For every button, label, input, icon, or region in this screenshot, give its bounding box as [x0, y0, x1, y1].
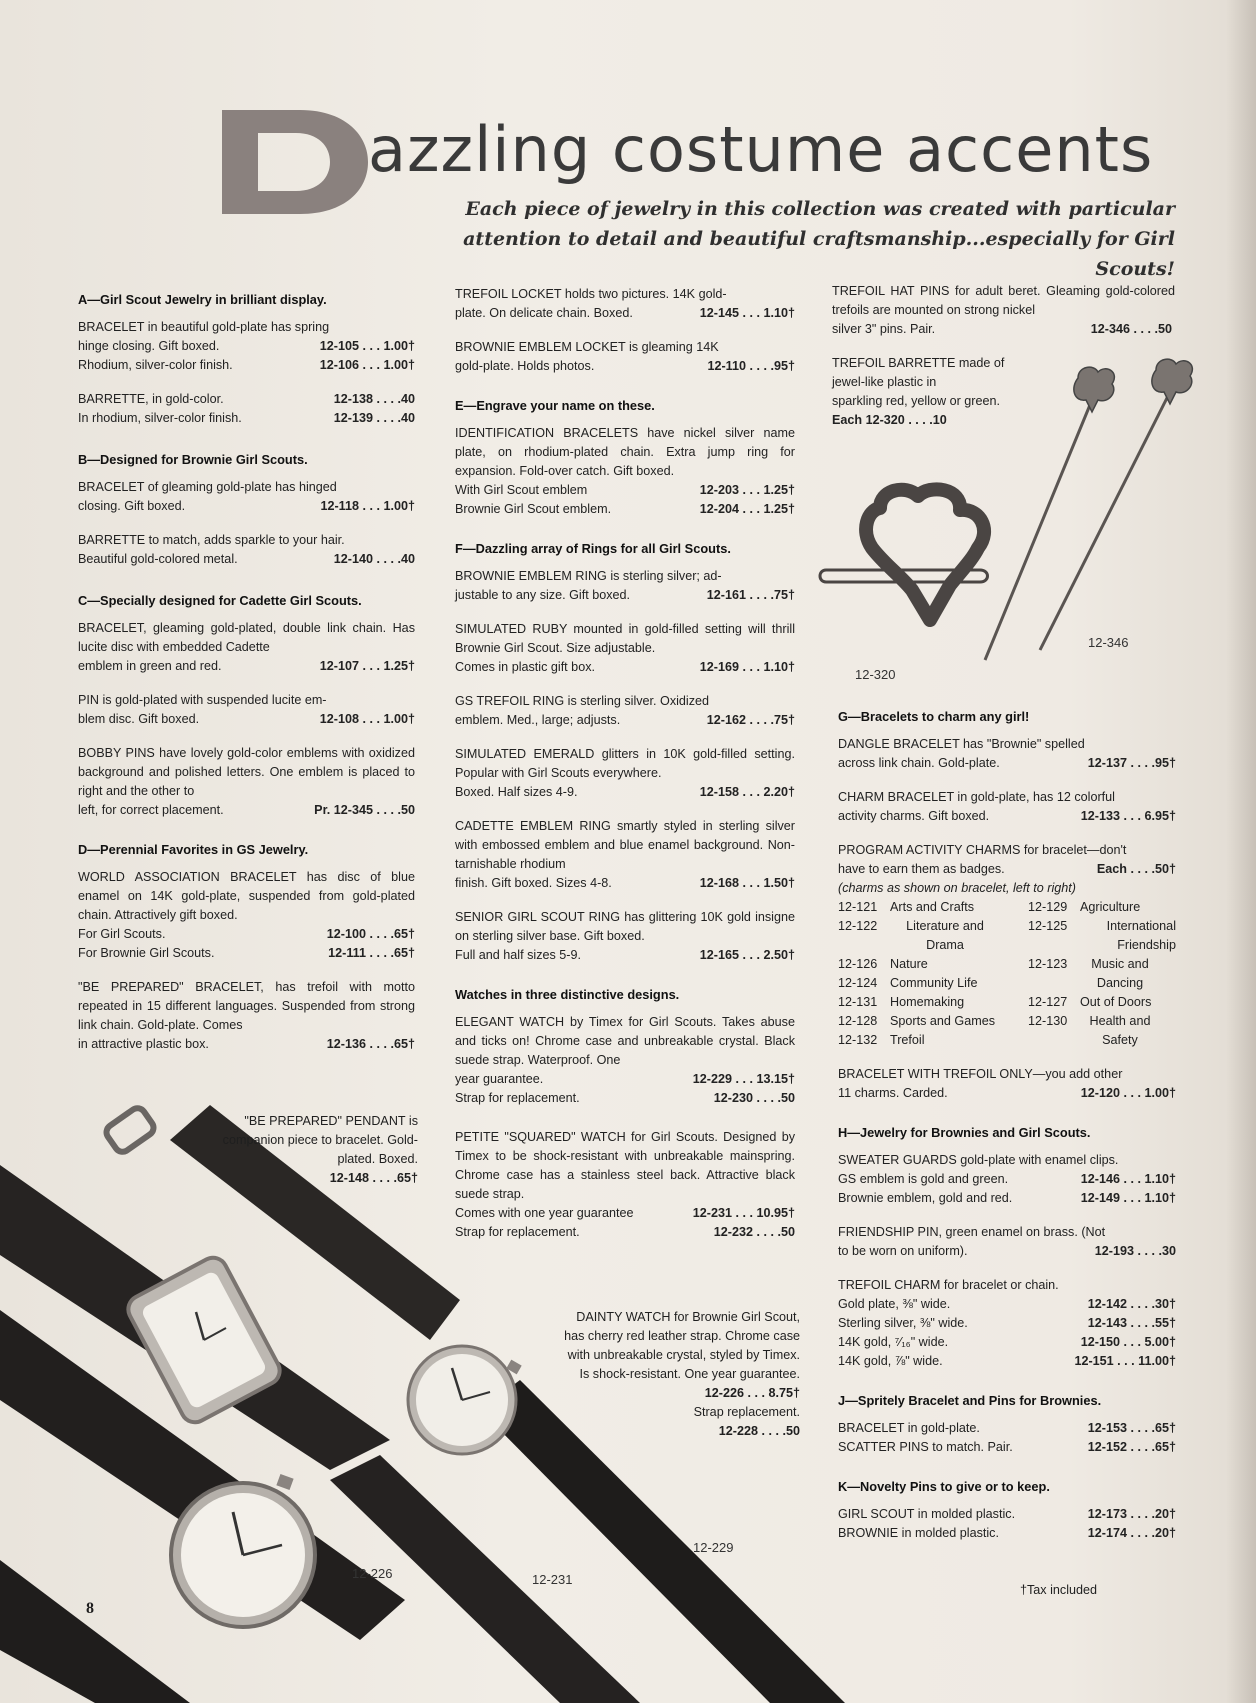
- item-g-dangle: [838, 735, 1176, 773]
- item-name: GIRL SCOUT in molded plastic.: [838, 1507, 1016, 1521]
- item-price: 12-162 . . . .75†: [706, 713, 795, 727]
- item-name: Gold plate, ⅜" wide.: [838, 1297, 951, 1311]
- price-row: [455, 586, 795, 605]
- item-price: 12-226 . . . 8.75†: [704, 1386, 800, 1400]
- item-desc: "BE PREPARED" PENDANT is companion piece to bracelet. Gold-plated. Boxed.: [222, 1114, 418, 1166]
- price-row: [838, 1189, 1176, 1208]
- charm-name: Health and Safety: [1089, 1014, 1151, 1047]
- list-item: [838, 1012, 1028, 1031]
- item-trefoil-barrette: [832, 354, 1047, 430]
- list-item: [838, 974, 1028, 993]
- item-price: Pr. 12-345 . . . .50: [314, 803, 415, 817]
- charm-code: 12-121: [838, 900, 878, 914]
- item-desc: jewel-like plastic in: [832, 375, 937, 389]
- item-name: activity charms. Gift boxed.: [838, 809, 990, 823]
- item-h-trefoil-charm: [838, 1276, 1176, 1371]
- item-desc: "BE PREPARED" BRACELET, has trefoil with motto repeated in 15 different languages. Suspended from strong link chain. Gold-plate. Comes: [78, 980, 415, 1032]
- item-name: have to earn them as badges.: [838, 862, 1005, 876]
- section-watches-heading: Watches in three distinctive designs.: [455, 987, 680, 1002]
- price-row: [455, 500, 795, 519]
- item-name: Full and half sizes 5-9.: [455, 948, 581, 962]
- item-price: 12-152 . . . .65†: [1087, 1440, 1176, 1454]
- item-d-prepared-bracelet: [78, 978, 415, 1054]
- item-price: 12-111 . . . .65†: [328, 946, 415, 960]
- item-name: silver 3" pins. Pair.: [832, 322, 936, 336]
- item-f-emerald: [455, 745, 795, 802]
- charm-code: 12-123: [1028, 957, 1068, 971]
- section-g-heading: G—Bracelets to charm any girl!: [838, 709, 1030, 724]
- item-desc: WORLD ASSOCIATION BRACELET has disc of blue enamel on 14K gold-plate, suspended from gold-plated chain. Attractively gift boxed.: [78, 870, 415, 922]
- item-name: BROWNIE in molded plastic.: [838, 1526, 999, 1540]
- item-desc: CHARM BRACELET in gold-plate, has 12 colorful: [838, 790, 1115, 804]
- caption-watch-226: 12-226: [352, 1566, 393, 1581]
- item-price: 12-204 . . . 1.25†: [699, 502, 795, 516]
- charm-name: Nature: [890, 957, 928, 971]
- list-item: [838, 917, 1028, 955]
- item-price: 12-229 . . . 13.15†: [692, 1072, 795, 1086]
- charm-code: 12-128: [838, 1014, 878, 1028]
- price-row: [455, 1223, 795, 1242]
- charm-name: Sports and Games: [890, 1014, 995, 1028]
- price-row: [78, 710, 415, 729]
- item-f-brownie-ring: [455, 567, 795, 605]
- item-c-pin: [78, 691, 415, 729]
- item-price: 12-228 . . . .50: [718, 1424, 800, 1438]
- item-desc: ELEGANT WATCH by Timex for Girl Scouts. Takes abuse and ticks on! Chrome case and unbreakable crystal. Black suede strap. Waterproof. One: [455, 1015, 795, 1067]
- buckle-icon: [103, 1105, 156, 1155]
- price-row: [455, 304, 795, 323]
- charm-code: 12-127: [1028, 995, 1068, 1009]
- item-price: 12-136 . . . .65†: [326, 1037, 415, 1051]
- item-elegant-watch: [455, 1013, 795, 1108]
- item-name: hinge closing. Gift boxed.: [78, 339, 220, 353]
- page-subtitle: Each piece of jewelry in this collection was created with particular attention to detail and beautiful craftsmanship...especially for Girl Scouts!: [463, 198, 1175, 280]
- item-price: 12-133 . . . 6.95†: [1080, 809, 1176, 823]
- item-f-cadette-ring: [455, 817, 795, 893]
- item-name: Strap for replacement.: [455, 1225, 580, 1239]
- price-row: [838, 1084, 1176, 1103]
- charm-name: Music and Dancing: [1091, 957, 1149, 990]
- item-f-ruby: [455, 620, 795, 677]
- item-f-senior-ring: [455, 908, 795, 965]
- item-price: 12-146 . . . 1.10†: [1080, 1172, 1176, 1186]
- column-2: [455, 285, 795, 1257]
- list-item: [1028, 917, 1178, 955]
- price-row: [455, 946, 795, 965]
- price-row: [78, 944, 415, 963]
- item-name: Comes with one year guarantee: [455, 1206, 634, 1220]
- charm-name: Out of Doors: [1080, 995, 1152, 1009]
- item-name: left, for correct placement.: [78, 803, 224, 817]
- item-name: For Girl Scouts.: [78, 927, 166, 941]
- item-brownie-locket: [455, 338, 795, 376]
- charm-name: Literature and Drama: [906, 919, 984, 952]
- item-desc: BROWNIE EMBLEM RING is sterling silver; ad-: [455, 569, 722, 583]
- charm-code: 12-126: [838, 957, 878, 971]
- list-item: [1028, 955, 1178, 993]
- item-price: 12-137 . . . .95†: [1087, 756, 1176, 770]
- item-desc: SIMULATED EMERALD glitters in 10K gold-filled setting. Popular with Girl Scouts everywhere.: [455, 747, 795, 780]
- item-price: 12-165 . . . 2.50†: [699, 948, 795, 962]
- charm-name: Arts and Crafts: [890, 900, 974, 914]
- page-number: 8: [86, 1600, 94, 1617]
- item-c-bracelet: [78, 619, 415, 676]
- item-a-bracelet: [78, 318, 415, 375]
- item-desc: BRACELET WITH TREFOIL ONLY—you add other: [838, 1067, 1123, 1081]
- page-title: azzling costume accents: [368, 113, 1154, 186]
- item-name: Comes in plastic gift box.: [455, 660, 595, 674]
- item-desc: PIN is gold-plated with suspended lucite em-: [78, 693, 327, 707]
- trefoil-barrette-icon: [820, 489, 988, 620]
- item-price: 12-110 . . . .95†: [707, 359, 795, 373]
- item-price: 12-107 . . . 1.25†: [319, 659, 415, 673]
- item-desc: PROGRAM ACTIVITY CHARMS for bracelet—don't: [838, 843, 1127, 857]
- item-price: Each . . . .50†: [1096, 862, 1176, 876]
- price-row: [832, 320, 1172, 339]
- item-trefoil-locket: [455, 285, 795, 323]
- item-g-charm-bracelet: [838, 788, 1176, 826]
- item-name: 14K gold, ⅞" wide.: [838, 1354, 943, 1368]
- item-desc: SWEATER GUARDS gold-plate with enamel clips.: [838, 1153, 1119, 1167]
- price-row: [838, 754, 1176, 773]
- item-name: justable to any size. Gift boxed.: [455, 588, 631, 602]
- item-name: For Brownie Girl Scouts.: [78, 946, 215, 960]
- charm-code: 12-129: [1028, 900, 1068, 914]
- item-desc: SIMULATED RUBY mounted in gold-filled setting will thrill Brownie Girl Scout. Size adjustable.: [455, 622, 795, 655]
- item-name: Strap for replacement.: [455, 1091, 580, 1105]
- price-row: [838, 1170, 1176, 1189]
- section-j-heading: J—Spritely Bracelet and Pins for Brownies.: [838, 1393, 1102, 1408]
- item-desc: CADETTE EMBLEM RING smartly styled in sterling silver with embossed emblem and blue enamel background. Non-tarnishable rhodium: [455, 819, 795, 871]
- list-item: [1028, 898, 1178, 917]
- price-row: [78, 337, 415, 356]
- item-name: finish. Gift boxed. Sizes 4-8.: [455, 876, 612, 890]
- charm-code: 12-125: [1028, 919, 1068, 933]
- list-item: [1028, 1012, 1178, 1050]
- column-1: [78, 290, 415, 1069]
- item-price: 12-138 . . . .40: [333, 392, 415, 406]
- price-row: [838, 1333, 1176, 1352]
- item-price: 12-346 . . . .50: [1090, 322, 1172, 336]
- section-k-heading: K—Novelty Pins to give or to keep.: [838, 1479, 1050, 1494]
- item-price: 12-139 . . . .40: [333, 411, 415, 425]
- charm-name: Trefoil: [890, 1033, 925, 1047]
- item-b-bracelet: [78, 478, 415, 516]
- item-name: Rhodium, silver-color finish.: [78, 358, 233, 372]
- section-e-heading: E—Engrave your name on these.: [455, 398, 655, 413]
- charms-list: [838, 898, 1176, 1050]
- item-price: 12-173 . . . .20†: [1087, 1507, 1176, 1521]
- item-desc: FRIENDSHIP PIN, green enamel on brass. (Not: [838, 1225, 1106, 1239]
- charm-code: 12-124: [838, 976, 878, 990]
- price-row: [838, 807, 1176, 826]
- section-d-heading: D—Perennial Favorites in GS Jewelry.: [78, 842, 309, 857]
- item-c-bobby-pins: [78, 744, 415, 820]
- charm-name: Homemaking: [890, 995, 965, 1009]
- price-row: [78, 801, 415, 820]
- initial-d-graphic: [222, 110, 368, 214]
- item-price: 12-153 . . . .65†: [1087, 1421, 1176, 1435]
- item-k-novelty-pins: [838, 1505, 1176, 1543]
- column-3-lower: [838, 707, 1176, 1558]
- item-price: 12-140 . . . .40: [333, 552, 415, 566]
- item-desc: TREFOIL BARRETTE made of: [832, 356, 1005, 370]
- caption-barrette: 12-320: [855, 667, 896, 682]
- charm-code: 12-132: [838, 1033, 878, 1047]
- item-name: Beautiful gold-colored metal.: [78, 552, 238, 566]
- item-desc: GS TREFOIL RING is sterling silver. Oxidized: [455, 694, 710, 708]
- caption-watch-231: 12-231: [532, 1572, 573, 1587]
- price-row: [455, 357, 795, 376]
- item-name: BRACELET in gold-plate.: [838, 1421, 980, 1435]
- item-b-barrette: [78, 531, 415, 569]
- item-name: closing. Gift boxed.: [78, 499, 186, 513]
- price-row: [838, 1419, 1176, 1438]
- item-desc: TREFOIL CHARM for bracelet or chain.: [838, 1278, 1059, 1292]
- item-name: blem disc. Gift boxed.: [78, 712, 200, 726]
- item-e-id-bracelets: [455, 424, 795, 519]
- item-name: 11 charms. Carded.: [838, 1086, 948, 1100]
- item-name: SCATTER PINS to match. Pair.: [838, 1440, 1013, 1454]
- item-name: In rhodium, silver-color finish.: [78, 411, 242, 425]
- item-name: 14K gold, ⁷⁄₁₆" wide.: [838, 1335, 949, 1349]
- item-petite-watch: [455, 1128, 795, 1242]
- caption-watch-229: 12-229: [693, 1540, 734, 1555]
- item-price: 12-231 . . . 10.95†: [692, 1206, 795, 1220]
- charm-name: International Friendship: [1106, 919, 1176, 952]
- price-row: [78, 657, 415, 676]
- charm-code: 12-131: [838, 995, 878, 1009]
- item-price: 12-143 . . . .55†: [1087, 1316, 1176, 1330]
- price-row: [78, 497, 415, 516]
- item-price: 12-168 . . . 1.50†: [699, 876, 795, 890]
- item-price: 12-151 . . . 11.00†: [1074, 1354, 1176, 1368]
- price-row: [78, 390, 415, 409]
- tax-note: †Tax included: [1020, 1583, 1098, 1597]
- item-name: year guarantee.: [455, 1072, 544, 1086]
- price-row: [455, 783, 795, 802]
- item-price: 12-193 . . . .30: [1094, 1244, 1176, 1258]
- item-name: BARRETTE, in gold-color.: [78, 392, 224, 406]
- item-name: emblem in green and red.: [78, 659, 222, 673]
- item-dainty-watch: [560, 1308, 800, 1441]
- item-price: 12-149 . . . 1.10†: [1080, 1191, 1176, 1205]
- price-row: [838, 1438, 1176, 1457]
- item-desc: IDENTIFICATION BRACELETS have nickel silver name plate, on rhodium-plated chain. Extra jump ring for expansion. Fold-over catch. Gift boxed.: [455, 426, 795, 478]
- item-f-gs-ring: [455, 692, 795, 730]
- price-row: [78, 409, 415, 428]
- item-price: 12-108 . . . 1.00†: [319, 712, 415, 726]
- list-item: [838, 993, 1028, 1012]
- item-desc: DANGLE BRACELET has "Brownie" spelled: [838, 737, 1085, 751]
- watch-elegant-icon: [408, 1346, 522, 1454]
- item-desc: PETITE "SQUARED" WATCH for Girl Scouts. Designed by Timex to be shock-resistant with unbreakable mainspring. Chrome case has a stainless steel back. Attractive black suede strap.: [455, 1130, 795, 1201]
- price-row: [455, 1204, 795, 1223]
- item-desc: SENIOR GIRL SCOUT RING has glittering 10K gold insigne on sterling silver base. Gift boxed.: [455, 910, 795, 943]
- item-hat-pins: [832, 282, 1175, 339]
- item-desc: BRACELET, gleaming gold-plated, double link chain. Has lucite disc with embedded Cadette: [78, 621, 415, 654]
- item-name: emblem. Med., large; adjusts.: [455, 713, 621, 727]
- item-price: 12-232 . . . .50: [713, 1225, 795, 1239]
- item-price: 12-174 . . . .20†: [1087, 1526, 1176, 1540]
- price-row: [455, 1070, 795, 1089]
- section-h-heading: H—Jewelry for Brownies and Girl Scouts.: [838, 1125, 1091, 1140]
- item-name: Brownie emblem, gold and red.: [838, 1191, 1013, 1205]
- item-price: 12-203 . . . 1.25†: [699, 483, 795, 497]
- item-name: With Girl Scout emblem: [455, 483, 588, 497]
- item-price: 12-150 . . . 5.00†: [1080, 1335, 1176, 1349]
- item-a-barrette: [78, 390, 415, 428]
- item-desc: DAINTY WATCH for Brownie Girl Scout, has cherry red leather strap. Chrome case with unbreakable crystal, styled by Timex. Is shock-resistant. One year guarantee.: [564, 1310, 800, 1381]
- item-j-bracelet-pins: [838, 1419, 1176, 1457]
- item-name: in attractive plastic box.: [78, 1037, 209, 1051]
- price-row: [838, 1242, 1176, 1261]
- item-name: plate. On delicate chain. Boxed.: [455, 306, 633, 320]
- price-row: [838, 1295, 1176, 1314]
- item-desc: BRACELET in beautiful gold-plate has spring: [78, 320, 330, 334]
- price-row: [838, 1352, 1176, 1371]
- charm-name: Agriculture: [1080, 900, 1141, 914]
- price-row: [78, 1035, 415, 1054]
- item-h-friendship-pin: [838, 1223, 1176, 1261]
- price-row: [455, 711, 795, 730]
- price-row: [78, 925, 415, 944]
- item-name: Sterling silver, ⅜" wide.: [838, 1316, 968, 1330]
- item-price: 12-118 . . . 1.00†: [320, 499, 415, 513]
- charm-code: 12-122: [838, 919, 878, 933]
- charm-code: 12-130: [1028, 1014, 1068, 1028]
- list-item: [1028, 993, 1178, 1012]
- item-price: 12-106 . . . 1.00†: [319, 358, 415, 372]
- item-name: across link chain. Gold-plate.: [838, 756, 1000, 770]
- item-name: to be worn on uniform).: [838, 1244, 968, 1258]
- section-f-heading: F—Dazzling array of Rings for all Girl Scouts.: [455, 541, 731, 556]
- item-g-trefoil-only: [838, 1065, 1176, 1103]
- list-item: [838, 898, 1028, 917]
- item-desc: TREFOIL HAT PINS for adult beret. Gleaming gold-colored trefoils are mounted on strong nickel: [832, 284, 1175, 317]
- item-price: 12-158 . . . 2.20†: [699, 785, 795, 799]
- item-desc: BOBBY PINS have lovely gold-color emblems with oxidized background and polished letters. One emblem is placed to right and the other to: [78, 746, 415, 798]
- price-row: [838, 1505, 1176, 1524]
- price-row: [455, 481, 795, 500]
- charms-right: [1028, 898, 1178, 1050]
- price-row: [455, 1089, 795, 1108]
- item-desc: BROWNIE EMBLEM LOCKET is gleaming 14K: [455, 340, 719, 354]
- item-price: 12-161 . . . .75†: [706, 588, 795, 602]
- item-price: 12-105 . . . 1.00†: [319, 339, 415, 353]
- item-price: 12-100 . . . .65†: [326, 927, 415, 941]
- item-desc: sparkling red, yellow or green.: [832, 394, 1000, 408]
- item-name: Strap replacement.: [693, 1405, 800, 1419]
- charms-note: (charms as shown on bracelet, left to right): [838, 881, 1076, 895]
- item-name: Brownie Girl Scout emblem.: [455, 502, 612, 516]
- item-desc: BRACELET of gleaming gold-plate has hinged: [78, 480, 337, 494]
- caption-hat-pins: 12-346: [1088, 635, 1129, 650]
- list-item: [838, 1031, 1028, 1050]
- section-a-heading: A—Girl Scout Jewelry in brilliant display.: [78, 292, 327, 307]
- item-price: 12-169 . . . 1.10†: [699, 660, 795, 674]
- item-desc: TREFOIL LOCKET holds two pictures. 14K gold-: [455, 287, 727, 301]
- item-desc: BARRETTE to match, adds sparkle to your hair.: [78, 533, 345, 547]
- price-row: [838, 1314, 1176, 1333]
- item-price: Each 12-320 . . . .10: [832, 413, 947, 427]
- price-row: [838, 1524, 1176, 1543]
- item-price: 12-120 . . . 1.00†: [1080, 1086, 1176, 1100]
- section-c-heading: C—Specially designed for Cadette Girl Scouts.: [78, 593, 362, 608]
- price-row: [455, 874, 795, 893]
- item-price: 12-148 . . . .65†: [329, 1171, 418, 1185]
- item-g-program-charms: [838, 841, 1176, 1050]
- item-name: GS emblem is gold and green.: [838, 1172, 1009, 1186]
- item-price: 12-142 . . . .30†: [1087, 1297, 1176, 1311]
- price-row: [838, 860, 1176, 879]
- item-h-sweater-guards: [838, 1151, 1176, 1208]
- list-item: [838, 955, 1028, 974]
- charm-name: Community Life: [890, 976, 978, 990]
- item-d-prepared-pendant: [200, 1112, 418, 1188]
- item-price: 12-230 . . . .50: [713, 1091, 795, 1105]
- item-d-world-bracelet: [78, 868, 415, 963]
- price-row: [78, 356, 415, 375]
- item-name: gold-plate. Holds photos.: [455, 359, 595, 373]
- price-row: [78, 550, 415, 569]
- section-b-heading: B—Designed for Brownie Girl Scouts.: [78, 452, 308, 467]
- item-name: Boxed. Half sizes 4-9.: [455, 785, 578, 799]
- column-3: [832, 282, 1175, 445]
- item-price: 12-145 . . . 1.10†: [699, 306, 795, 320]
- charms-left: [838, 898, 1028, 1050]
- price-row: [455, 658, 795, 677]
